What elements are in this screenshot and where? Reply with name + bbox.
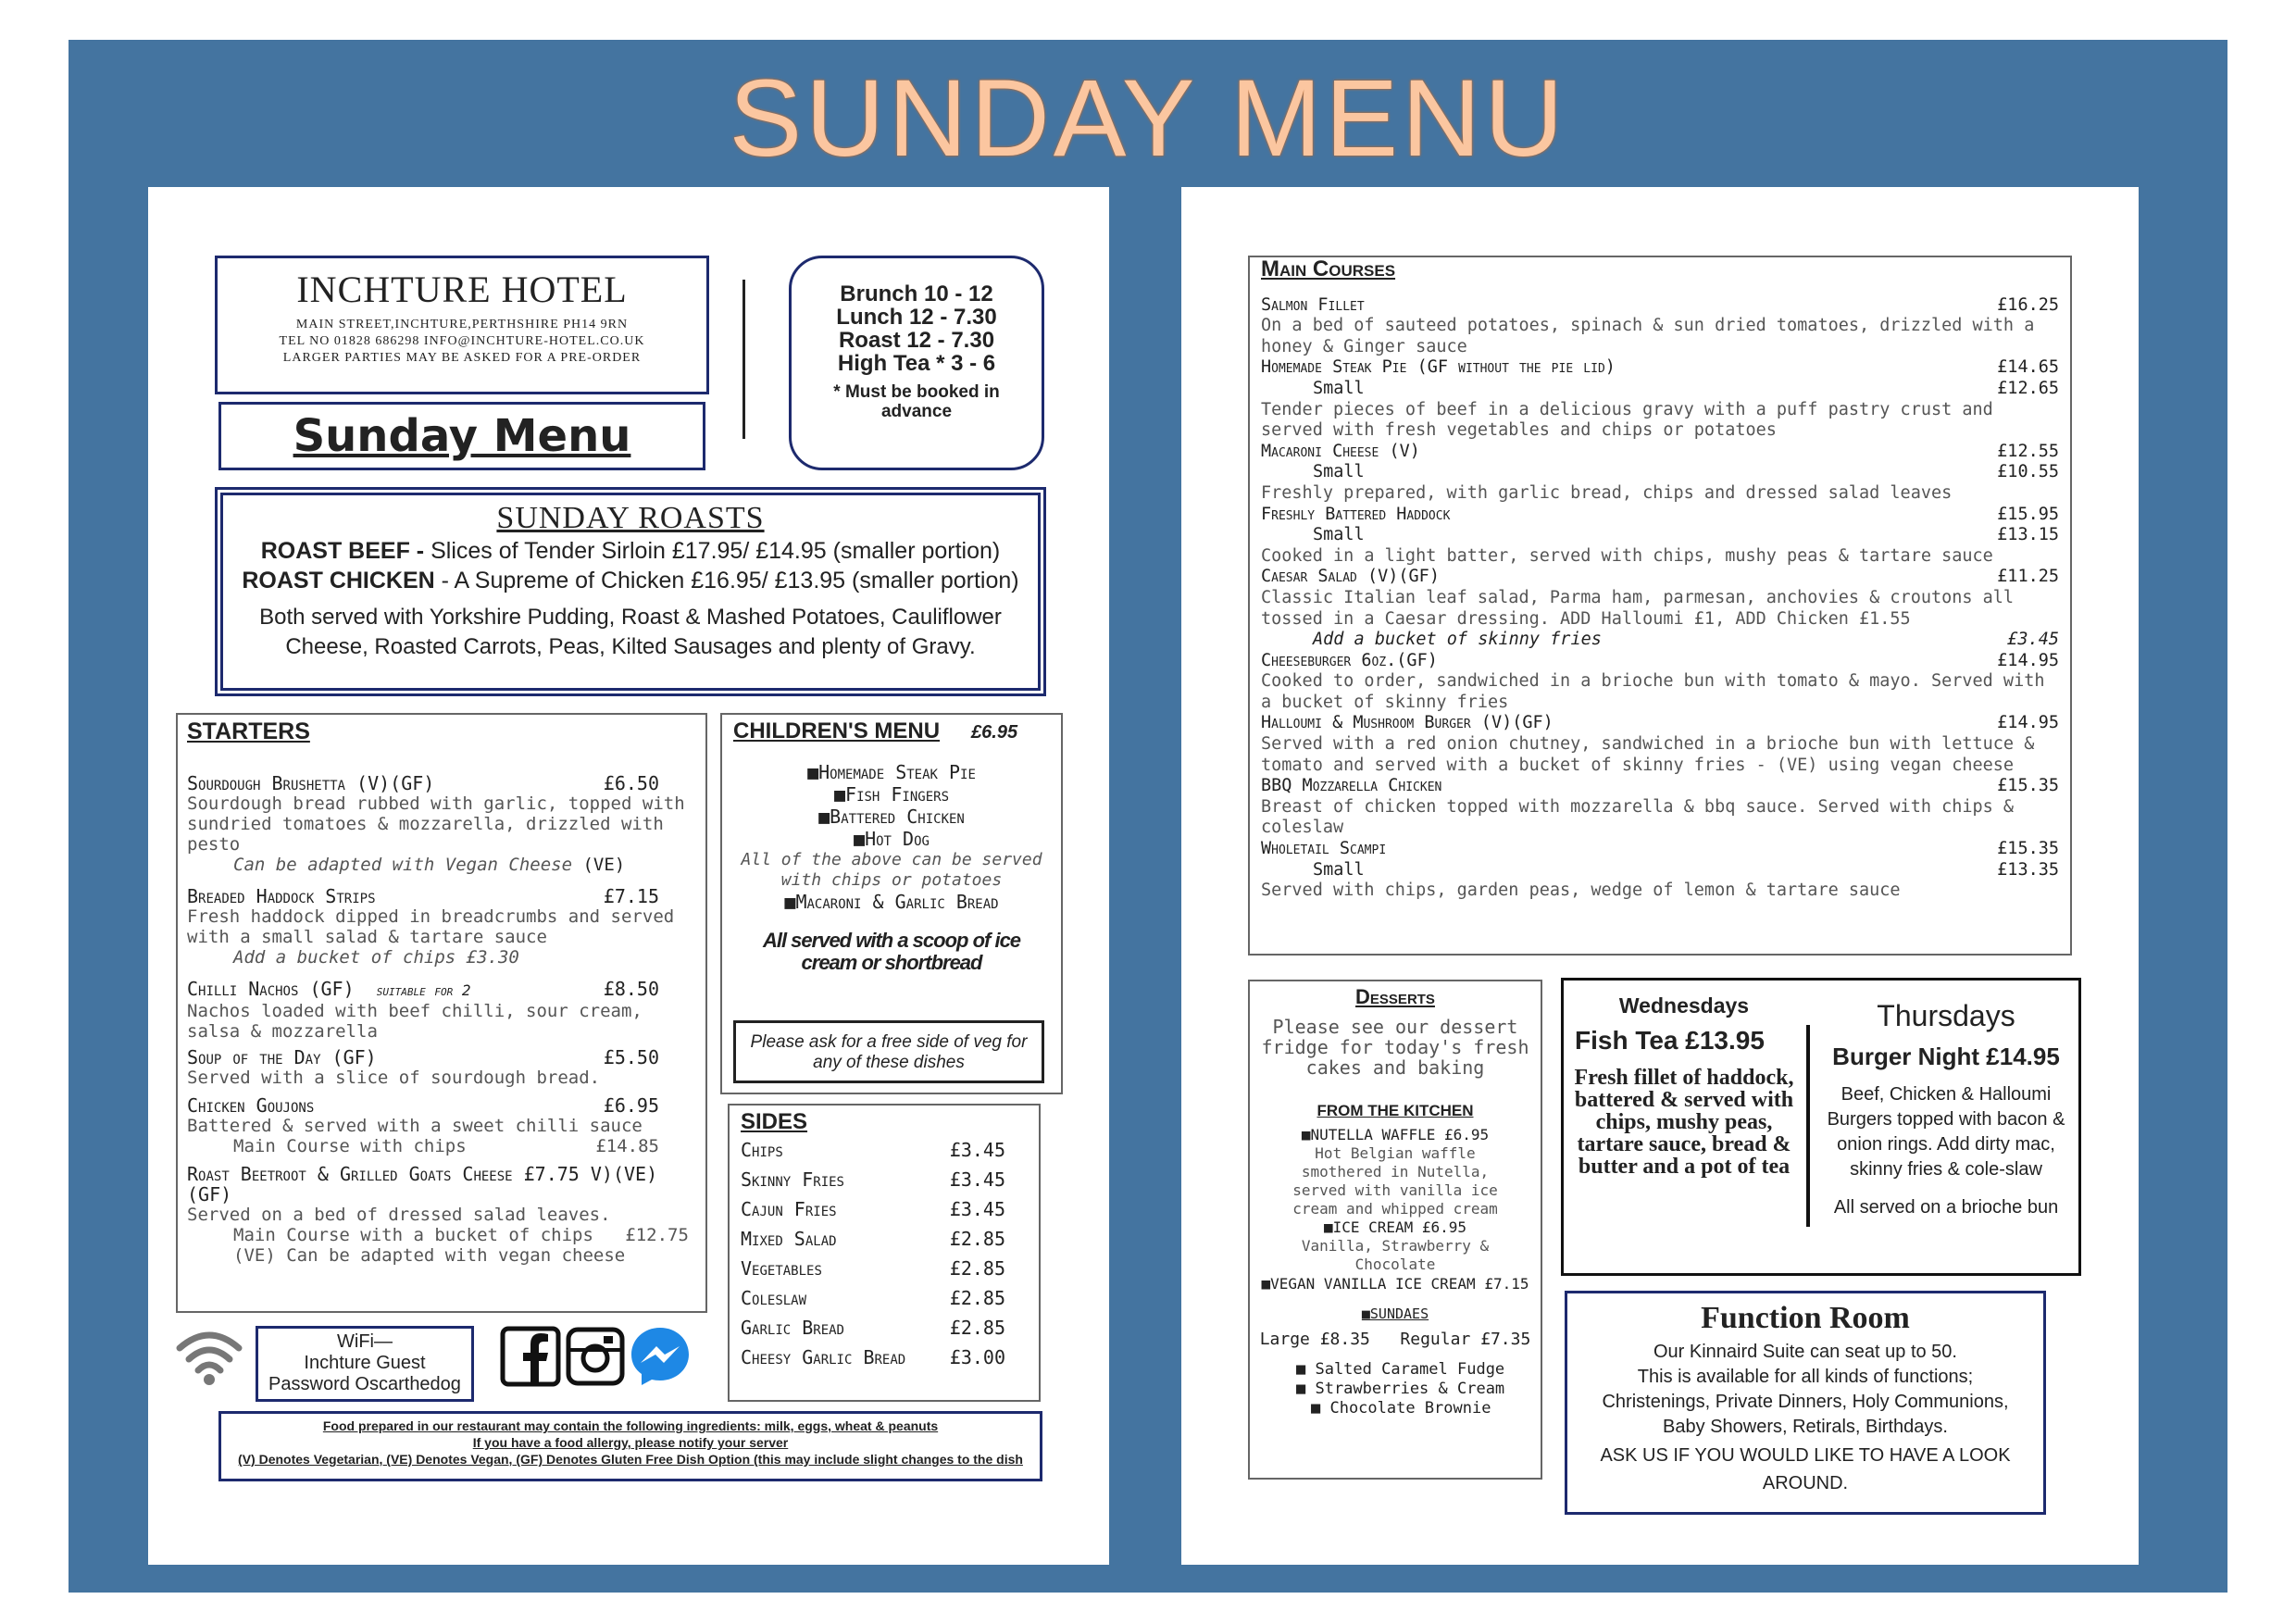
hotel-preorder-note: LARGER PARTIES MAY BE ASKED FOR A PRE-ORDER	[282, 351, 642, 365]
allergy-line: If you have a food allergy, please notify your server	[472, 1435, 789, 1450]
roast-chicken	[223, 566, 1038, 595]
main-small-option	[1261, 525, 2059, 546]
main-item	[1261, 505, 2059, 526]
small-price: £12.65	[1997, 378, 2059, 398]
dessert-desc: Hot Belgian waffle smothered in Nutella, served with vanilla ice cream and whipped cream	[1292, 1144, 1498, 1218]
main-desc: On a bed of sauteed potatoes, spinach & sun dried tomatoes, drizzled with a honey & Ginger sauce	[1261, 316, 2035, 356]
main-name: Cheeseburger 6oz.(GF)	[1261, 650, 1438, 670]
allergy-line: Food prepared in our restaurant may contain the following ingredients: milk, eggs, wheat & peanuts	[322, 1418, 939, 1433]
starter-item	[187, 1047, 696, 1068]
starter-price: £6.95	[603, 1094, 659, 1117]
side-name: Coleslaw	[741, 1287, 807, 1309]
side-name: Cheesy Garlic Bread	[741, 1346, 906, 1368]
small-label: Small	[1313, 462, 1365, 482]
main-item	[1261, 651, 2059, 672]
starter-name: Soup of the Day (GF)	[187, 1046, 377, 1068]
desserts-intro: Please see our dessert fridge for today's fresh cakes and baking	[1261, 1016, 1529, 1079]
childrens-menu	[720, 713, 1063, 1094]
addon-price: £3.45	[2007, 630, 2059, 650]
side-item	[741, 1194, 1028, 1224]
sides-list	[741, 1135, 1028, 1372]
side-name: Skinny Fries	[741, 1168, 844, 1191]
main-price: £15.35	[1997, 839, 2059, 859]
roast-beef-name: ROAST BEEF -	[260, 538, 425, 564]
childrens-item: ■Homemade Steak Pie	[807, 761, 976, 783]
main-name: BBQ Mozzarella Chicken	[1261, 776, 1442, 796]
childrens-heading: CHILDREN'S MENU	[733, 718, 941, 743]
starter-main-label: Main Course with a bucket of chips	[233, 1225, 593, 1245]
main-desc: Freshly prepared, with garlic bread, chips and dressed salad leaves	[1261, 482, 1953, 503]
addon-label: Add a bucket of skinny fries	[1313, 630, 1602, 650]
starter-item	[187, 773, 696, 793]
starter-main-label: Main Course with chips	[233, 1136, 467, 1156]
main-item	[1261, 442, 2059, 463]
starter-name: Roast Beetroot & Grilled Goats Cheese £7.75 V)(VE)(GF)	[187, 1163, 658, 1206]
page-title: SUNDAY MENU	[729, 57, 1567, 180]
starter-main-price: £14.85	[595, 1136, 659, 1156]
starter-note-text: Can be adapted with Vegan Cheese	[233, 855, 573, 875]
main-price: £16.25	[1997, 294, 2059, 315]
side-price: £2.85	[949, 1228, 1005, 1250]
side-name: Garlic Bread	[741, 1317, 844, 1339]
starter-desc: Nachos loaded with beef chilli, sour cream, salsa & mozzarella	[187, 1001, 643, 1042]
starter-name: Sourdough Brushetta (V)(GF)	[187, 772, 435, 794]
starter-name: Breaded Haddock Strips	[187, 885, 376, 907]
thursday-desc: Beef, Chicken & Halloumi Burgers topped with bacon & onion rings. Add dirty mac, skinny fries & cole-slaw	[1827, 1084, 2065, 1180]
main-courses	[1248, 256, 2072, 956]
side-name: Mixed Salad	[741, 1228, 837, 1250]
wifi-network: Inchture Guest	[304, 1353, 426, 1373]
side-item	[741, 1224, 1028, 1254]
hours-high-tea: High Tea * 3 - 6	[837, 351, 996, 376]
kitchen-heading: FROM THE KITCHEN	[1316, 1102, 1474, 1119]
sundaes-heading: ■SUNDAES	[1361, 1305, 1429, 1322]
function-line: This is available for all kinds of functions;	[1637, 1367, 1974, 1387]
starter-item	[187, 886, 696, 906]
main-name: Caesar Salad (V)(GF)	[1261, 567, 1440, 587]
wednesday-title: Fish Tea £13.95	[1575, 1026, 1765, 1055]
roast-beef	[223, 536, 1038, 566]
starter-name: Chicken Goujons	[187, 1094, 315, 1117]
main-name: Halloumi & Mushroom Burger (V)(GF)	[1261, 713, 1554, 733]
childrens-heading-row	[733, 718, 1050, 744]
function-room	[1565, 1291, 2046, 1515]
main-small-option	[1261, 860, 2059, 881]
starter-desc: Served on a bed of dressed salad leaves.	[187, 1205, 611, 1225]
side-price: £2.85	[949, 1317, 1005, 1339]
main-desc: Breast of chicken topped with mozzarella & bbq sauce. Served with chips & coleslaw	[1261, 796, 2015, 838]
roasts-served-with: Both served with Yorkshire Pudding, Roast & Mashed Potatoes, Cauliflower Cheese, Roasted Carrots, Peas, Kilted Sausages and plenty of Gravy.	[259, 605, 1002, 659]
main-item	[1261, 839, 2059, 860]
wifi-icon	[170, 1322, 248, 1387]
small-label: Small	[1313, 378, 1365, 398]
function-heading: Function Room	[1701, 1301, 1910, 1335]
side-name: Vegetables	[741, 1257, 822, 1280]
main-price: £11.25	[1997, 567, 2059, 587]
main-name: Macaroni Cheese (V)	[1261, 441, 1420, 461]
sundae-item: ■ Strawberries & Cream	[1296, 1380, 1505, 1398]
starter-price: £7.15	[603, 885, 659, 907]
side-item	[741, 1313, 1028, 1343]
wednesday-special	[1564, 981, 1804, 1178]
starter-name: Chilli Nachos (GF)	[187, 978, 355, 1000]
small-price: £13.15	[1997, 525, 2059, 545]
small-label: Small	[1313, 859, 1365, 880]
wifi-info	[256, 1326, 474, 1402]
main-desc: Cooked to order, sandwiched in a brioche bun with tomato & mayo. Served with a bucket of skinny fries	[1261, 671, 2045, 712]
roast-chicken-desc: - A Supreme of Chicken £16.95/ £13.95 (smaller portion)	[434, 568, 1019, 593]
sundae-item: ■ Salted Caramel Fudge	[1296, 1360, 1505, 1379]
mains-heading: Main Courses	[1261, 256, 1396, 281]
childrens-note: All of the above can be served with chips or potatoes	[741, 850, 1042, 890]
side-item	[741, 1165, 1028, 1194]
main-desc: Served with a red onion chutney, sandwiched in a brioche bun with lettuce & tomato and served with a bucket of skinny fries - (VE) using vegan cheese	[1261, 734, 2035, 775]
wednesday-desc: Fresh fillet of haddock, battered & served with chips, mushy peas, tartare sauce, bread & butter and a pot of tea	[1574, 1066, 1794, 1179]
sides-section	[728, 1104, 1041, 1402]
starter-desc: Sourdough bread rubbed with garlic, topped with sundried tomatoes & mozzarella, drizzled with pesto	[187, 793, 685, 855]
starter-note: Add a bucket of chips £3.30	[233, 947, 519, 968]
messenger-icon[interactable]	[628, 1324, 693, 1389]
sunday-menu-label: Sunday Menu	[293, 410, 631, 462]
childrens-item: ■Fish Fingers	[833, 783, 950, 806]
wifi-label: WiFi—	[337, 1331, 393, 1352]
side-price: £3.45	[949, 1168, 1005, 1191]
thursday-note: All served on a brioche bun	[1833, 1197, 2059, 1218]
main-item	[1261, 776, 2059, 797]
childrens-price: £6.95	[971, 722, 1018, 743]
starter-desc: Fresh haddock dipped in breadcrumbs and served with a small salad & tartare sauce	[187, 906, 675, 947]
function-line: Our Kinnaird Suite can seat up to 50.	[1653, 1342, 1957, 1362]
starter-note	[187, 855, 696, 875]
sunday-menu-box	[218, 402, 705, 470]
thursday-title: Burger Night £14.95	[1832, 1043, 2060, 1070]
hours-roast: Roast 12 - 7.30	[838, 328, 995, 353]
desserts-heading: Desserts	[1355, 985, 1435, 1008]
starter-item	[187, 1095, 696, 1116]
wifi-password: Password Oscarthedog	[268, 1374, 461, 1394]
side-price: £2.85	[949, 1257, 1005, 1280]
sundae-regular: Regular £7.35	[1400, 1330, 1531, 1349]
side-price: £3.45	[949, 1139, 1005, 1161]
hotel-contact: TEL NO 01828 686298 INFO@INCHTURE-HOTEL.CO.UK	[279, 334, 645, 348]
main-small-option	[1261, 462, 2059, 483]
side-price: £3.00	[949, 1346, 1005, 1368]
starter-main-option	[187, 1225, 696, 1245]
sundae-sizes	[1250, 1330, 1541, 1349]
main-desc: Served with chips, garden peas, wedge of lemon & tartare sauce	[1261, 881, 1901, 901]
starter-price: £8.50	[603, 978, 659, 1000]
childrens-item: ■Battered Chicken	[818, 806, 965, 828]
facebook-icon[interactable]	[500, 1326, 561, 1387]
starter-main-price: £12.75	[625, 1225, 689, 1245]
function-line: ASK US IF YOU WOULD LIKE TO HAVE A LOOK AROUND.	[1600, 1445, 2011, 1493]
childrens-item: ■Macaroni & Garlic Bread	[784, 891, 999, 913]
side-price: £2.85	[949, 1287, 1005, 1309]
main-small-option	[1261, 379, 2059, 400]
childrens-veg-note: Please ask for a free side of veg for any of these dishes	[733, 1020, 1044, 1083]
main-desc: Classic Italian leaf salad, Parma ham, parmesan, anchovies & croutons all tossed in a Caesar dressing. ADD Halloumi £1, ADD Chicken £1.55	[1261, 587, 2015, 629]
thursday-day: Thursdays	[1877, 999, 2015, 1032]
opening-hours	[789, 256, 1044, 470]
function-line: Christenings, Private Dinners, Holy Communions,	[1602, 1392, 2009, 1412]
childrens-item: ■Hot Dog	[854, 828, 930, 850]
small-price: £10.55	[1997, 462, 2059, 482]
hours-lunch: Lunch 12 - 7.30	[836, 305, 997, 330]
allergy-notice	[218, 1411, 1042, 1481]
main-price: £14.65	[1997, 357, 2059, 378]
divider	[742, 280, 745, 439]
starter-note-tag: (VE)	[572, 855, 626, 875]
starters-heading: STARTERS	[187, 718, 310, 744]
main-price: £14.95	[1997, 713, 2059, 733]
function-line: Baby Showers, Retirals, Birthdays.	[1663, 1417, 1948, 1437]
starter-tag: suitable for 2	[376, 981, 471, 999]
side-price: £3.45	[949, 1198, 1005, 1220]
main-addon	[1261, 630, 2059, 651]
starters-section	[176, 713, 707, 1313]
hotel-name: INCHTURE HOTEL	[296, 269, 628, 310]
small-price: £13.35	[1997, 859, 2059, 880]
desserts-section	[1248, 980, 1542, 1480]
starter-desc: Served with a slice of sourdough bread.	[187, 1068, 601, 1088]
dessert-item: ■NUTELLA WAFFLE £6.95	[1301, 1126, 1490, 1143]
main-name: Freshly Battered Haddock	[1261, 504, 1451, 524]
main-price: £12.55	[1997, 441, 2059, 461]
sundae-large: Large £8.35	[1259, 1330, 1370, 1349]
side-name: Cajun Fries	[741, 1198, 837, 1220]
main-price: £15.95	[1997, 504, 2059, 524]
starter-note: (VE) Can be adapted with vegan cheese	[233, 1245, 626, 1266]
instagram-icon[interactable]	[565, 1326, 626, 1387]
starter-price: £6.50	[603, 772, 659, 794]
main-item	[1261, 295, 2059, 317]
dessert-item: ■ICE CREAM £6.95	[1323, 1218, 1467, 1236]
weekly-specials	[1561, 978, 2081, 1276]
roast-beef-desc: Slices of Tender Sirloin £17.95/ £14.95 (smaller portion)	[424, 538, 1001, 564]
allergy-line: (V) Denotes Vegetarian, (VE) Denotes Vegan, (GF) Denotes Gluten Free Dish Option (this may include slight changes to the dish	[238, 1452, 1023, 1467]
main-desc: Tender pieces of beef in a delicious gravy with a puff pastry crust and served with fresh vegetables and chips or potatoes	[1261, 399, 1993, 441]
roast-chicken-name: ROAST CHICKEN	[242, 568, 435, 593]
sundae-item: ■ Chocolate Brownie	[1311, 1399, 1491, 1418]
starter-desc: Battered & served with a sweet chilli sauce	[187, 1116, 643, 1136]
main-price: £15.35	[1997, 776, 2059, 796]
hours-note: * Must be booked in advance	[833, 382, 1000, 421]
main-item	[1261, 567, 2059, 588]
thursday-special	[1814, 981, 2078, 1218]
side-item	[741, 1254, 1028, 1283]
main-item	[1261, 713, 2059, 734]
hotel-address: MAIN STREET,INCHTURE,PERTHSHIRE PH14 9RN	[295, 318, 629, 331]
dessert-desc: Vanilla, Strawberry & Chocolate	[1301, 1237, 1490, 1273]
starter-main-option	[187, 1136, 696, 1156]
main-name: Wholetail Scampi	[1261, 839, 1387, 859]
childrens-scoop-note: All served with a scoop of ice cream or shortbread	[762, 929, 1021, 974]
roasts-heading: SUNDAY ROASTS	[496, 501, 765, 535]
small-label: Small	[1313, 525, 1365, 545]
side-item	[741, 1135, 1028, 1165]
side-name: Chips	[741, 1139, 783, 1161]
main-name: Homemade Steak Pie (GF without the pie lid)	[1261, 357, 1616, 378]
main-name: Salmon Fillet	[1261, 294, 1365, 315]
side-item	[741, 1343, 1028, 1372]
main-item	[1261, 357, 2059, 379]
dessert-item: ■VEGAN VANILLA ICE CREAM £7.15	[1261, 1275, 1529, 1293]
sunday-roasts	[215, 487, 1046, 696]
sides-heading: SIDES	[741, 1109, 808, 1134]
main-desc: Cooked in a light batter, served with chips, mushy peas & tartare sauce	[1261, 545, 1993, 566]
starter-item	[187, 979, 696, 1001]
side-item	[741, 1283, 1028, 1313]
starter-price: £5.50	[603, 1046, 659, 1068]
specials-divider	[1806, 1025, 1810, 1227]
wednesday-day: Wednesdays	[1618, 993, 1750, 1018]
hotel-header	[215, 256, 709, 394]
main-price: £14.95	[1997, 650, 2059, 670]
hours-brunch: Brunch 10 - 12	[840, 281, 993, 306]
